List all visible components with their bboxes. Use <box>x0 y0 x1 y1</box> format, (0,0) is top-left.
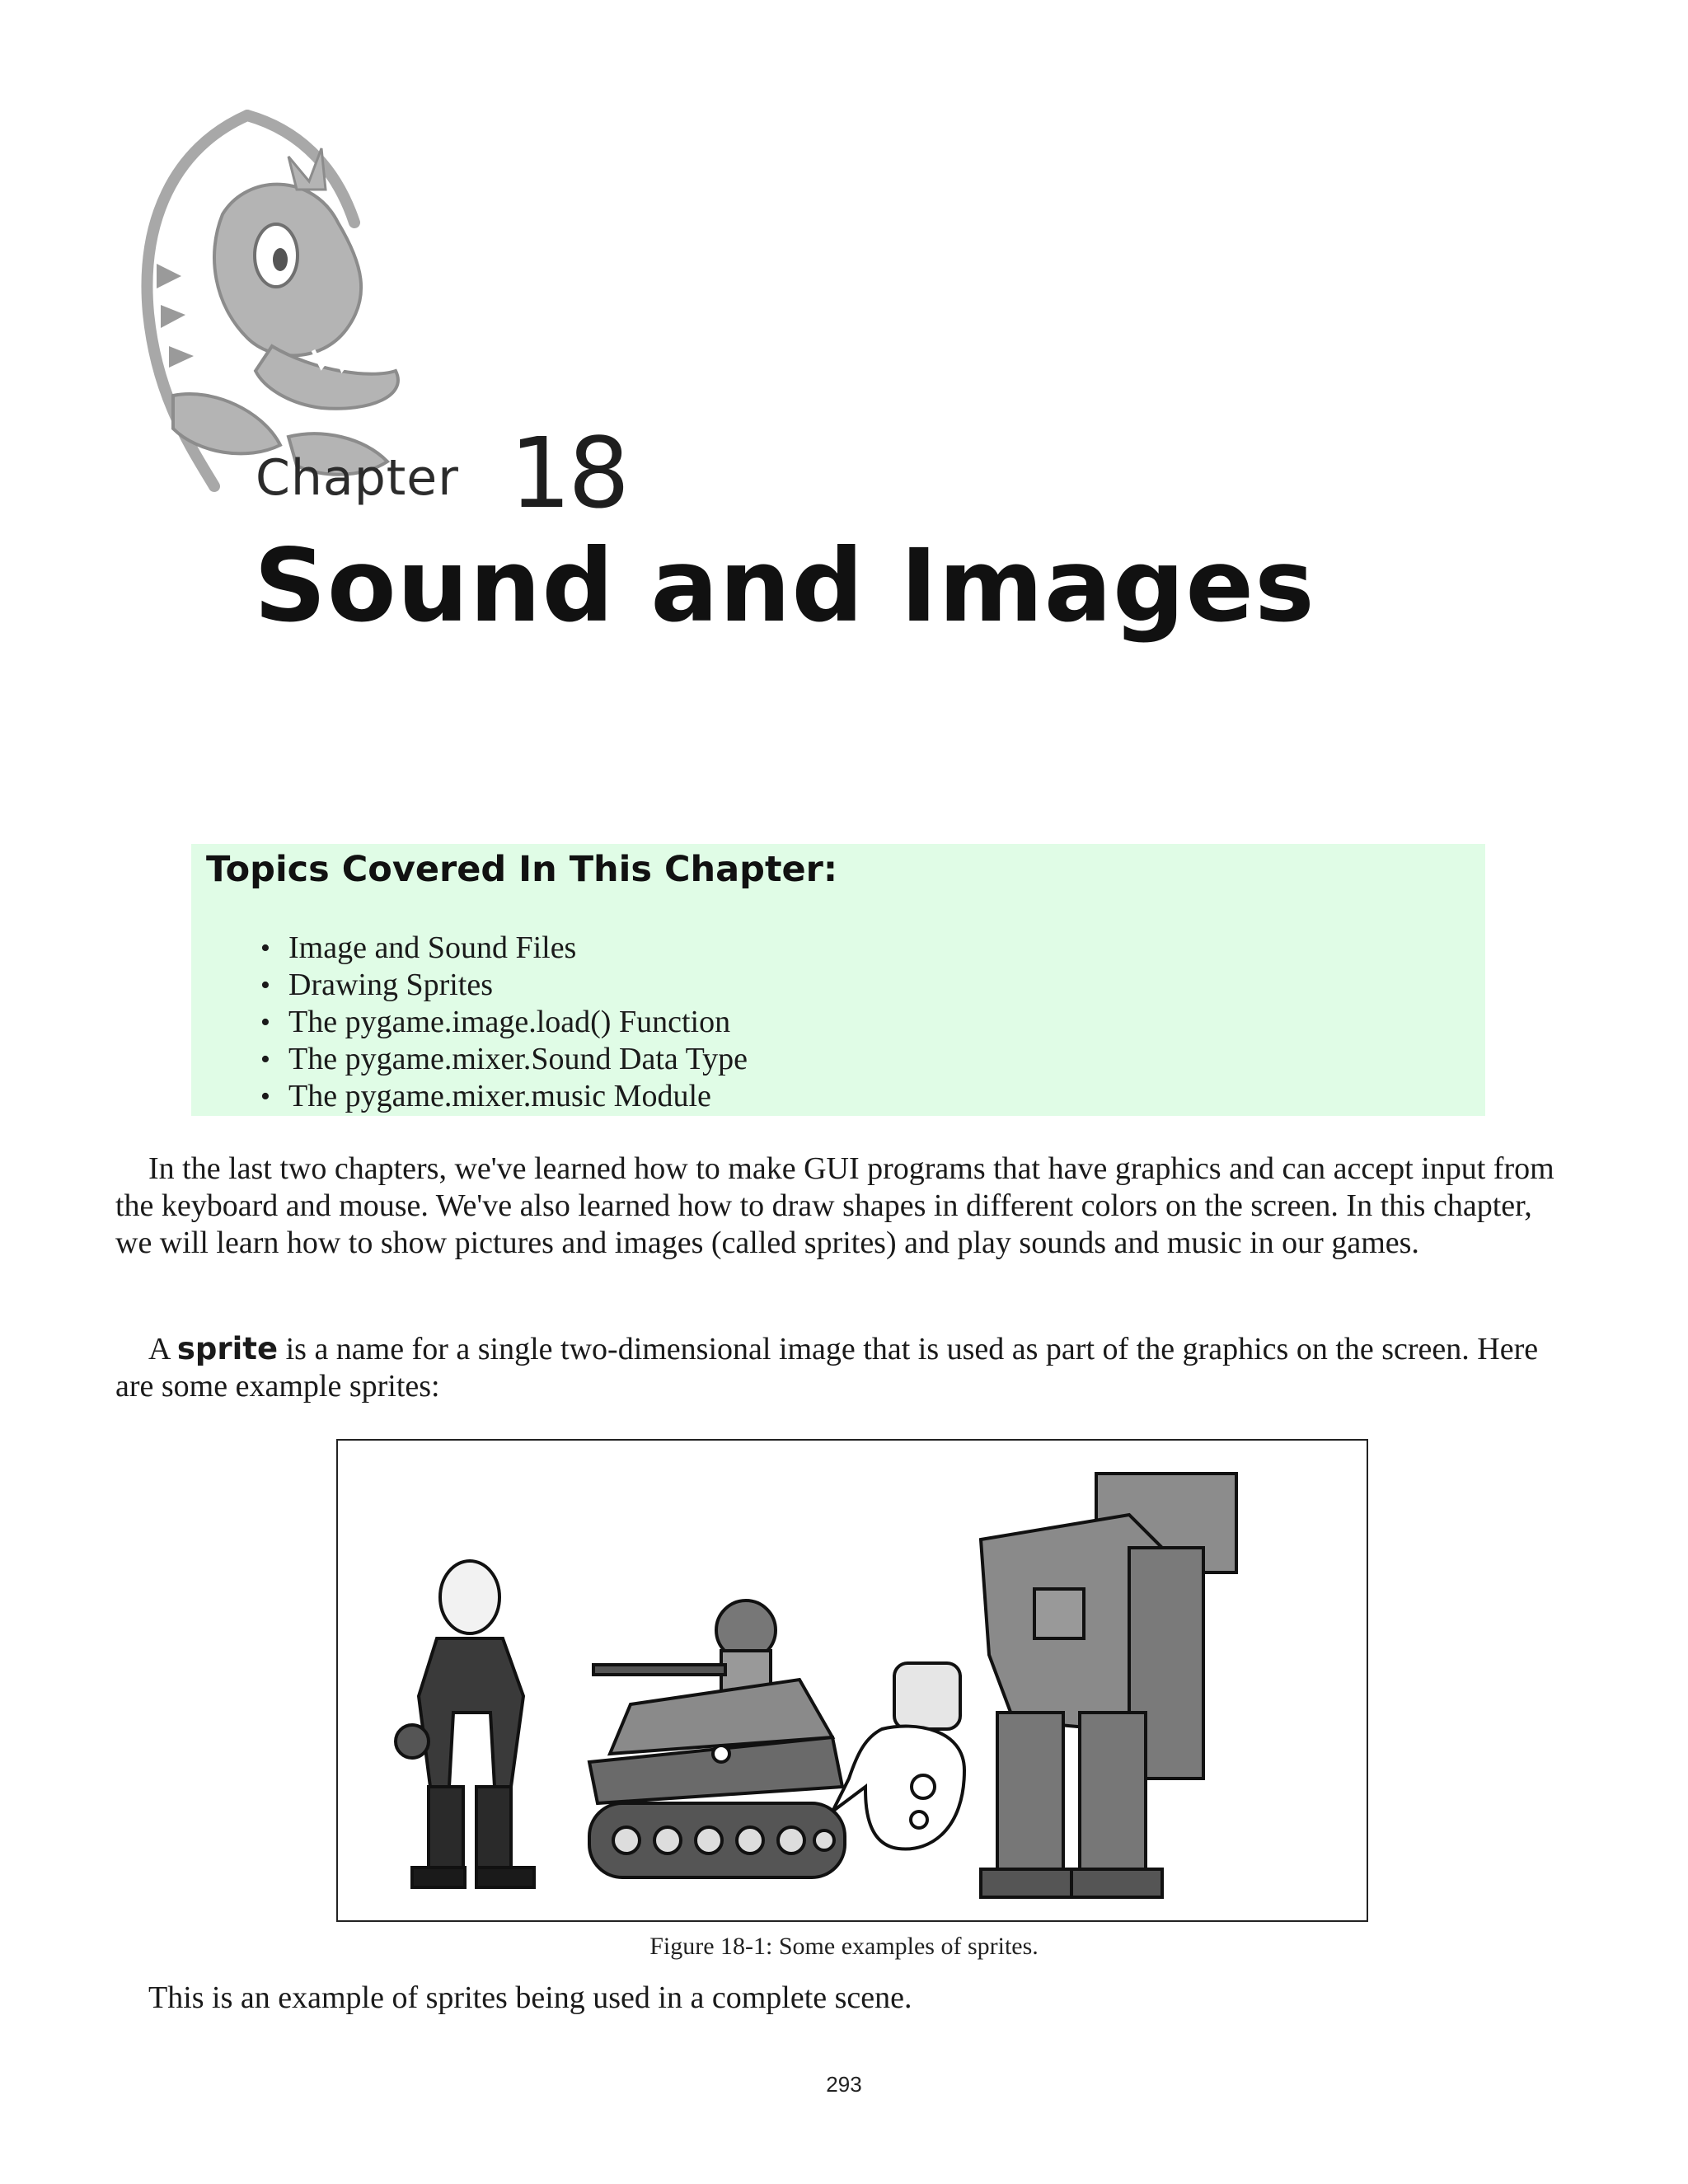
scene-paragraph-text: This is an example of sprites being used in a complete scene. <box>148 1980 912 2015</box>
page-number: 293 <box>826 2072 862 2097</box>
topic-item: • Image and Sound Files <box>288 930 748 967</box>
tank-sprite <box>589 1601 845 1877</box>
topic-item: • The pygame.image.load() Function <box>288 1004 748 1041</box>
topic-item: • The pygame.mixer.music Module <box>288 1078 748 1115</box>
sprites-figure-art <box>338 1441 1367 1920</box>
soldier-sprite <box>396 1561 534 1887</box>
intro-paragraph-text: In the last two chapters, we've learned how to make GUI programs that have graphics and can accept input from the keyboard and mouse. We've also learned how to draw shapes in different colors on the screen. In this chapter, we will learn how to show pictures and images (called sprites) and play sounds and music in our games. <box>115 1151 1554 1260</box>
topics-box <box>191 844 1485 1116</box>
figure-caption: Figure 18-1: Some examples of sprites. <box>649 1933 1039 1960</box>
sprite-paragraph <box>115 1330 1574 1405</box>
chapter-number: 18 <box>509 416 627 530</box>
mech-sprite <box>981 1474 1236 1897</box>
intro-paragraph <box>115 1151 1574 1262</box>
topic-item: • The pygame.mixer.Sound Data Type <box>288 1041 748 1078</box>
sprite-paragraph-lead: A <box>148 1332 170 1366</box>
sprite-paragraph-rest: is a name for a single two-dimensional image that is used as part of the graphics on the screen. Here are some example sprites: <box>115 1332 1539 1404</box>
chapter-label: Chapter <box>256 449 459 507</box>
sprite-term: sprite <box>176 1331 279 1366</box>
topic-item: • Drawing Sprites <box>288 967 748 1004</box>
topics-heading: Topics Covered In This Chapter: <box>206 849 838 890</box>
scene-paragraph <box>115 1980 1574 2017</box>
ghost-sprite <box>832 1663 964 1849</box>
chapter-title: Sound and Images <box>254 527 1315 644</box>
sprites-figure <box>336 1439 1368 1922</box>
topics-list <box>191 930 748 1115</box>
